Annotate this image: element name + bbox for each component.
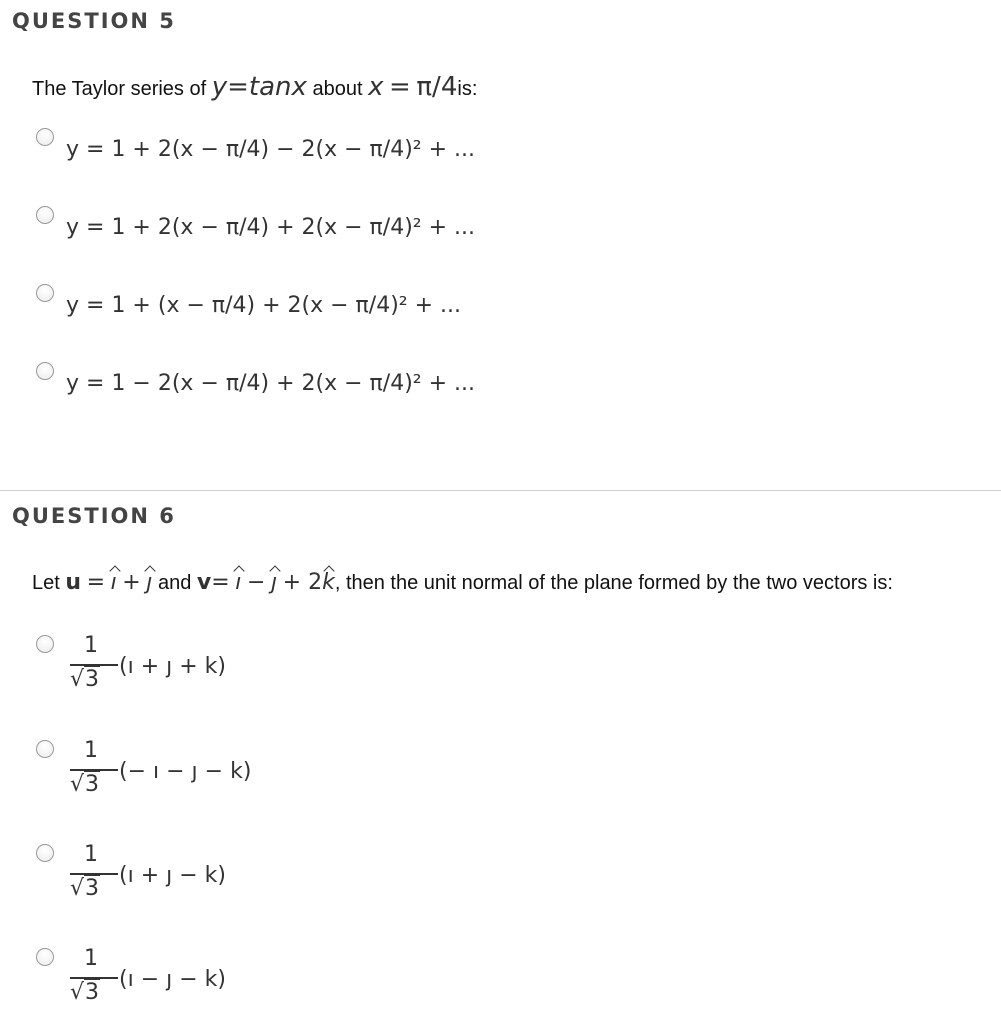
q5-option-3-label: y = 1 + (x − π/4) + 2(x − π/4)² + ... <box>66 293 462 318</box>
q6-option-1-vector: (ı + ȷ + k) <box>119 654 226 679</box>
unit-j-v: ȷ <box>270 570 278 595</box>
q5-option-3-radio[interactable] <box>36 284 54 302</box>
q5-option-2-label: y = 1 + 2(x − π/4) + 2(x − π/4)² + ... <box>66 215 476 240</box>
prompt-is: is: <box>457 78 478 100</box>
math-eq2: = <box>389 72 411 102</box>
math-func: tanx <box>248 72 307 102</box>
math-eq: = <box>227 72 249 102</box>
unit-j: ȷ <box>146 570 153 595</box>
fraction-numerator: 1 <box>84 633 98 658</box>
fraction-denominator <box>70 772 100 797</box>
vector-u: u <box>65 570 82 595</box>
fraction-numerator: 1 <box>84 842 98 867</box>
q6-option-2-radio[interactable] <box>36 740 54 758</box>
fraction-denominator <box>70 980 100 1005</box>
q6-option-3-radio[interactable] <box>36 844 54 862</box>
prompt-about: about <box>312 78 363 100</box>
prompt-text: The Taylor series of <box>32 78 207 100</box>
fraction-denominator <box>70 876 100 901</box>
q6-option-4-radio[interactable] <box>36 948 54 966</box>
sqrt-value: 3 <box>85 667 100 692</box>
sqrt-symbol: √ <box>70 876 85 901</box>
sqrt-symbol: √ <box>70 667 85 692</box>
sqrt-symbol: √ <box>70 980 85 1005</box>
q5-option-1-radio[interactable] <box>36 128 54 146</box>
q6-option-4-vector: (ı − ȷ − k) <box>119 967 226 992</box>
fraction-numerator: 1 <box>84 946 98 971</box>
question-6-prompt <box>32 570 893 595</box>
sqrt-value: 3 <box>85 980 100 1005</box>
q6-option-2-vector: (− ı − ȷ − k) <box>119 759 252 784</box>
question-5-title: QUESTION 5 <box>12 9 176 33</box>
question-6-title: QUESTION 6 <box>12 504 176 528</box>
q5-option-2-radio[interactable] <box>36 206 54 224</box>
fraction-numerator: 1 <box>84 738 98 763</box>
vector-v: v <box>196 570 212 595</box>
sqrt-value: 3 <box>85 876 100 901</box>
unit-i-v: ı <box>235 570 242 595</box>
math-point: π/4 <box>416 72 458 102</box>
math-minus: − <box>246 570 266 595</box>
q6-option-1-radio[interactable] <box>36 635 54 653</box>
math-eq: = <box>86 570 106 595</box>
math-plus: + <box>122 570 141 595</box>
math-y: y <box>211 72 228 102</box>
math-eq-v: = <box>211 570 230 595</box>
fraction-denominator <box>70 667 100 692</box>
q5-option-1-label: y = 1 + 2(x − π/4) − 2(x − π/4)² + ... <box>66 137 476 162</box>
unit-k-v: k <box>322 570 335 595</box>
q6-option-3-vector: (ı + ȷ − k) <box>119 863 226 888</box>
prompt-let: Let <box>32 572 60 594</box>
q5-option-4-radio[interactable] <box>36 362 54 380</box>
math-plus-2: + 2 <box>282 570 323 595</box>
math-x: x <box>368 72 384 102</box>
unit-i: ı <box>110 570 117 595</box>
question-divider <box>0 490 1001 491</box>
prompt-and: and <box>157 572 192 594</box>
question-5-prompt <box>32 72 477 102</box>
q5-option-4-label: y = 1 − 2(x − π/4) + 2(x − π/4)² + ... <box>66 371 476 396</box>
prompt-suffix: , then the unit normal of the plane formed by the two vectors is: <box>334 572 893 594</box>
sqrt-value: 3 <box>85 772 100 797</box>
sqrt-symbol: √ <box>70 772 85 797</box>
